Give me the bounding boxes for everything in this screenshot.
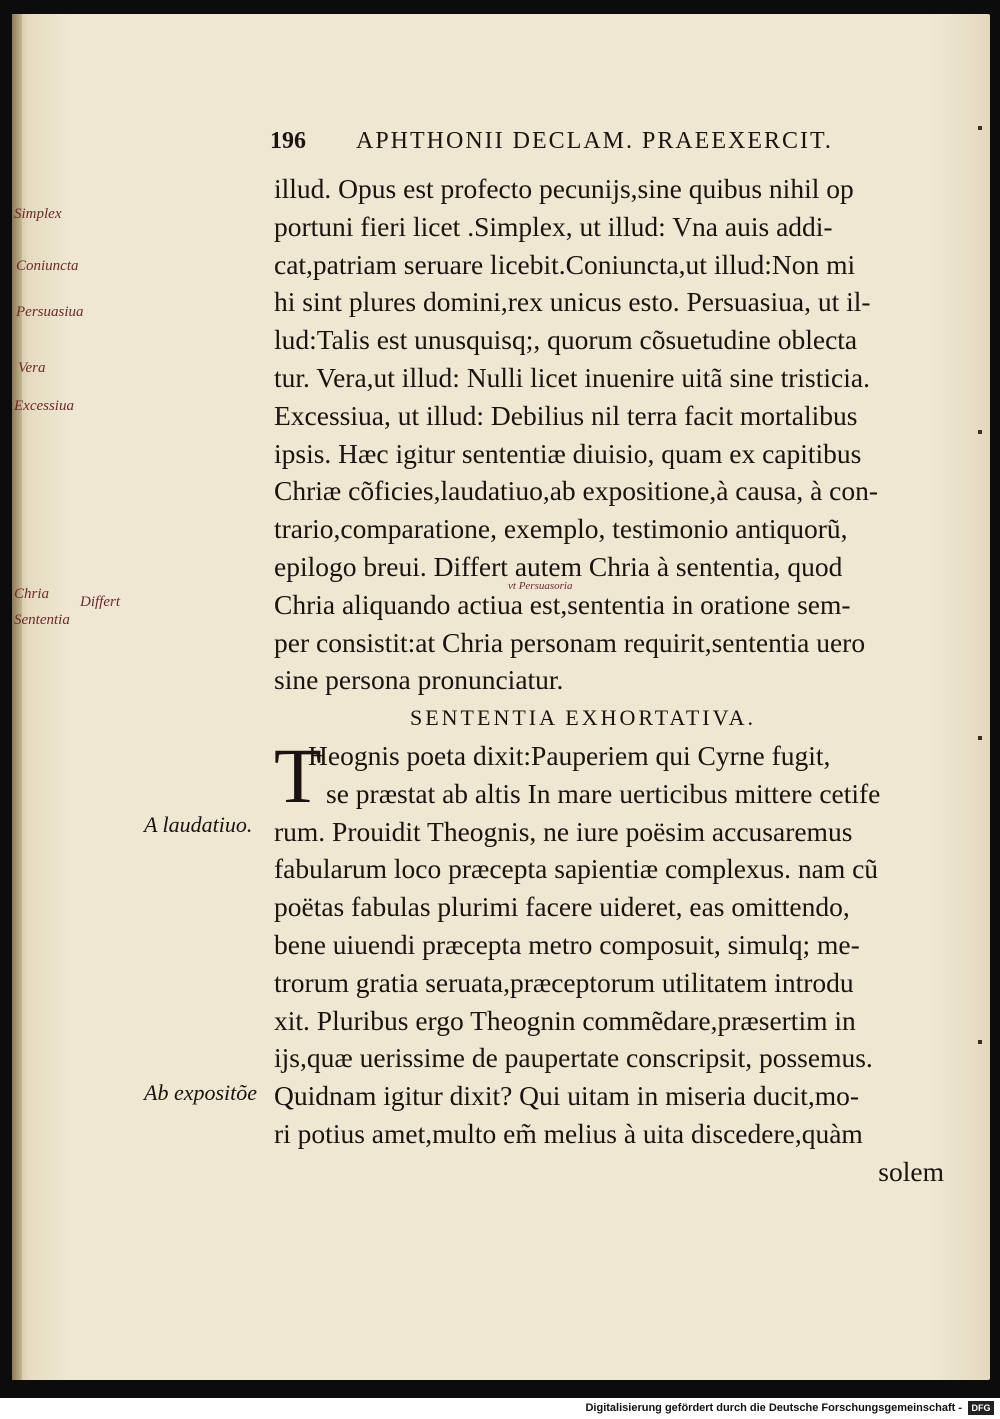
text-line: poëtas fabulas plurimi facere uideret, eas omittendo, [274,891,850,923]
margin-note-chria: Chria [14,586,50,602]
running-header [270,128,960,162]
running-title: APHTHONII DECLAM. PRAEEXERCIT. [356,128,833,154]
text-line: Chriæ cõficies,laudatiuo,ab expositione,à causa, à con- [274,475,879,507]
text-line: trorum gratia seruata,præceptorum utilitatem introdu [274,966,854,998]
text-block-1 [274,170,954,699]
text-line: per consistit:at Chria personam requirit,sententia uero [274,626,866,658]
margin-note-persuasiua: Persuasiua [16,304,84,320]
page-number: 196 [270,128,306,154]
main-text [274,170,954,1191]
text-block-2 [274,731,954,1191]
margin-note-sententia: Sententia [14,612,70,628]
text-line: fabularum loco præcepta sapientiæ complexus. nam cũ [274,853,879,885]
margin-note-excessiua: Excessiua [14,398,74,414]
edge-mark [978,430,982,434]
text-line: cat,patriam seruare licebit.Coniuncta,ut illud:Non mi [274,248,856,280]
interlinear-note: vt Persuasoria [508,580,573,592]
catchword: solem [878,1155,944,1187]
footer-credit: Digitalisierung gefördert durch die Deutsche Forschungsgemeinschaft - [585,1402,962,1414]
text-line: bene uiuendi præcepta metro composuit, simulq; me- [274,928,860,960]
text-line: ipsis. Hæc igitur sententiæ diuisio, quam ex capitibus [274,437,862,469]
text-line: ijs,quæ uerissime de paupertate conscripsit, possemus. [274,1042,873,1074]
text-line: Heognis poeta dixit:Pauperiem qui Cyrne fugit, [308,739,831,771]
text-line: xit. Pluribus ergo Theognin commẽdare,præsertim in [274,1004,856,1036]
text-line: rum. Prouidit Theognis, ne iure poësim accusaremus [274,815,853,847]
text-line: se præstat ab altis In mare uerticibus mittere cetife [326,777,881,809]
text-line: portuni fieri licet .Simplex, ut illud: Vna auis addi- [274,210,833,242]
printed-margin-expositione: Ab expositõe [144,1080,258,1105]
edge-mark [978,126,982,130]
section-heading: SENTENTIA EXHORTATIVA. [410,705,757,731]
drop-cap: T [274,731,322,819]
text-line: tur. Vera,ut illud: Nulli licet inuenire uitã sine tristicia. [274,361,870,393]
text-line: hi sint plures domini,rex unicus esto. Persuasiua, ut il- [274,286,871,318]
text-line: sine persona pronunciatur. [274,664,564,696]
edge-mark [978,736,982,740]
text-line: ri potius amet,multo em̃ melius à uita discedere,quàm [274,1117,863,1149]
margin-note-coniuncta: Coniuncta [16,258,79,274]
text-line: Chria aliquando actiua est,sententia in oratione sem- [274,588,851,620]
text-line: Quidnam igitur dixit? Qui uitam in miseria ducit,mo- [274,1080,860,1112]
text-line: lud:Talis est unusquisq;, quorum cõsuetudine oblectа [274,324,858,356]
dfg-logo-icon: DFG [968,1401,994,1415]
margin-note-differt: Differt [80,594,120,610]
text-line: Excessiua, ut illud: Debilius nil terra facit mortalibus [274,399,858,431]
edge-mark [978,1040,982,1044]
text-line: epilogo breui. Differt autem Chria à sententia, quod [274,550,843,582]
text-line: trario,comparatione, exemplo, testimonio antiquorũ, [274,513,848,545]
printed-margin-laudatiuo: A laudatiuo. [144,812,253,837]
margin-note-vera: Vera [18,360,46,376]
text-line: illud. Opus est profecto pecunijs,sine quibus nihil op [274,173,854,204]
digitization-footer [0,1398,1000,1419]
margin-note-simplex: Simplex [14,206,62,222]
